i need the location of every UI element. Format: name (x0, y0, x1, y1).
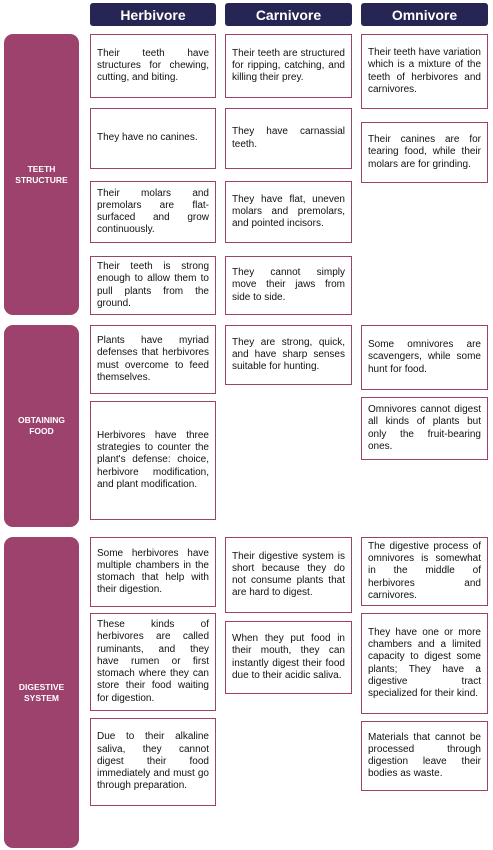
teeth-carnivore-cell-1: Their teeth are structured for ripping, catching, and killing their prey. (225, 34, 352, 98)
teeth-herbivore-cell-2: They have no canines. (90, 108, 216, 169)
food-omnivore-cell-1: Some omnivores are scavengers, while some hunt for food. (361, 325, 488, 390)
teeth-carnivore-cell-3: They have flat, uneven molars and premolars, and pointed incisors. (225, 181, 352, 243)
food-herbivore-cell-2: Herbivores have three strategies to counter the plant's defense: choice, herbivore modification, and plant modification. (90, 401, 216, 520)
food-herbivore-cell-1: Plants have myriad defenses that herbivores must overcome to feed themselves. (90, 325, 216, 394)
row-label-obtaining-food: OBTAINING FOOD (4, 325, 79, 527)
teeth-carnivore-cell-2: They have carnassial teeth. (225, 108, 352, 169)
digestive-omnivore-cell-1: The digestive process of omnivores is somewhat in the middle of herbivores and carnivores. (361, 537, 488, 606)
digestive-omnivore-cell-3: Materials that cannot be processed through digestion leave their bodies as waste. (361, 721, 488, 791)
digestive-herbivore-cell-3: Due to their alkaline saliva, they cannot digest their food immediately and must go through preparation. (90, 718, 216, 806)
carnivore-header: Carnivore (225, 3, 352, 26)
digestive-herbivore-cell-2: These kinds of herbivores are called ruminants, and they have rumen or first stomach where they can store their food waiting for digestion. (90, 613, 216, 711)
teeth-omnivore-cell-1: Their teeth have variation which is a mixture of the teeth of herbivores and carnivores. (361, 34, 488, 109)
teeth-herbivore-cell-1: Their teeth have structures for chewing, cutting, and biting. (90, 34, 216, 98)
herbivore-header: Herbivore (90, 3, 216, 26)
digestive-omnivore-cell-2: They have one or more chambers and a limited capacity to digest some plants; They have a digestive tract specialized for their kind. (361, 613, 488, 714)
digestive-carnivore-cell-1: Their digestive system is short because they do not consume plants that are hard to digest. (225, 537, 352, 613)
food-carnivore-cell-1: They are strong, quick, and have sharp senses suitable for hunting. (225, 325, 352, 385)
digestive-herbivore-cell-1: Some herbivores have multiple chambers in the stomach that help with their digestion. (90, 537, 216, 607)
row-label-digestive-system: DIGESTIVE SYSTEM (4, 537, 79, 848)
row-label-teeth-structure: TEETH STRUCTURE (4, 34, 79, 315)
teeth-carnivore-cell-4: They cannot simply move their jaws from side to side. (225, 256, 352, 315)
omnivore-header: Omnivore (361, 3, 488, 26)
teeth-herbivore-cell-4: Their teeth is strong enough to allow them to pull plants from the ground. (90, 256, 216, 315)
digestive-carnivore-cell-2: When they put food in their mouth, they can instantly digest their food due to their acidic saliva. (225, 621, 352, 694)
teeth-omnivore-cell-2: Their canines are for tearing food, while their molars are for grinding. (361, 122, 488, 183)
food-omnivore-cell-2: Omnivores cannot digest all kinds of plants but only the fruit-bearing ones. (361, 397, 488, 460)
teeth-herbivore-cell-3: Their molars and premolars are flat-surfaced and grow continuously. (90, 181, 216, 243)
